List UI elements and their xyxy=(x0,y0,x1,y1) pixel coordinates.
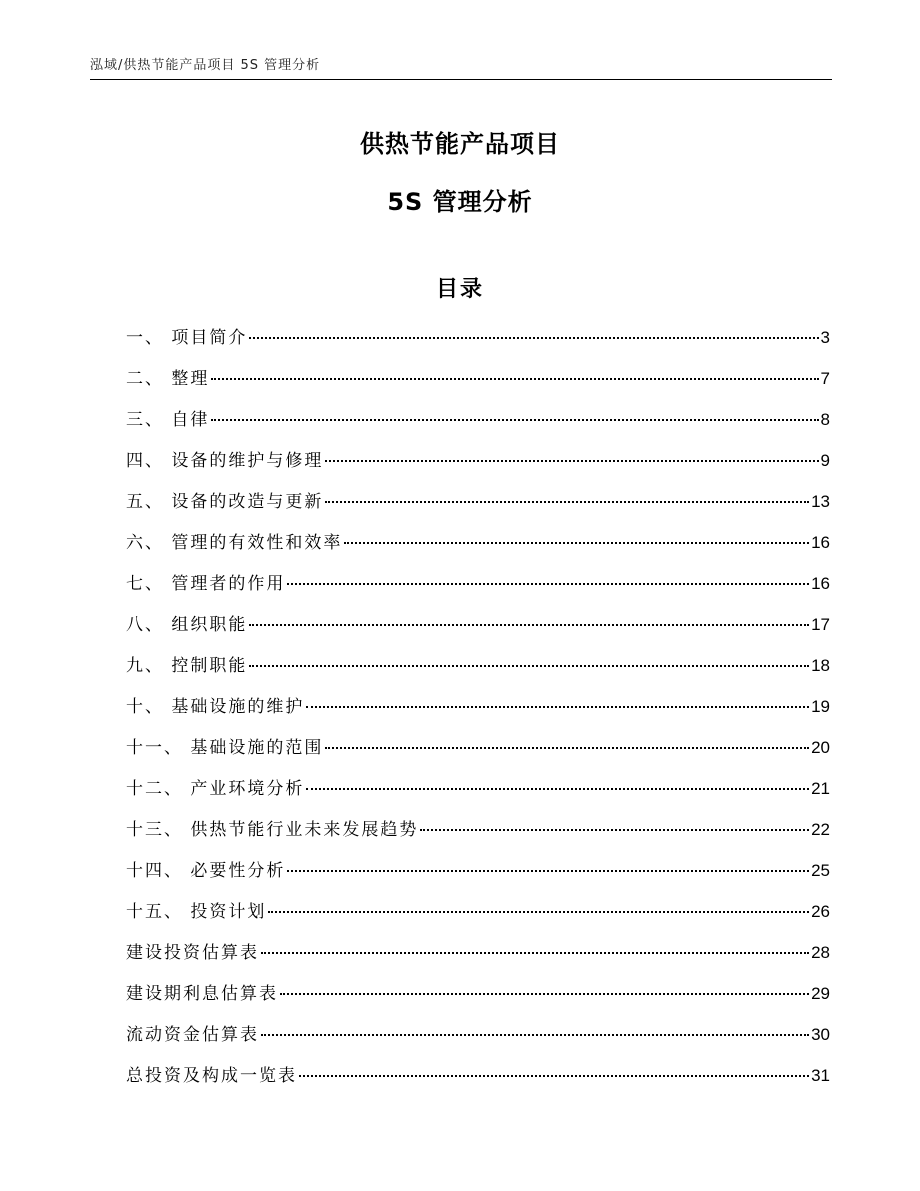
toc-item-label: 三、 自律 xyxy=(126,410,210,430)
toc-item-page: 7 xyxy=(820,369,830,388)
toc-item-label: 十一、 基础设施的范围 xyxy=(126,738,324,758)
toc-item-label: 九、 控制职能 xyxy=(126,656,248,676)
toc-item[interactable] xyxy=(126,405,830,446)
toc-item-label: 总投资及构成一览表 xyxy=(126,1066,297,1086)
table-of-contents xyxy=(126,323,830,1102)
toc-item[interactable] xyxy=(126,323,830,364)
toc-item-label: 流动资金估算表 xyxy=(126,1025,259,1045)
document-title: 供热节能产品项目 xyxy=(360,130,560,158)
toc-item-page: 16 xyxy=(811,533,830,552)
toc-item-label: 二、 整理 xyxy=(126,369,210,389)
toc-item[interactable] xyxy=(126,364,830,405)
toc-item-page: 29 xyxy=(811,984,830,1003)
toc-item-label: 七、 管理者的作用 xyxy=(126,574,286,594)
toc-item-label: 六、 管理的有效性和效率 xyxy=(126,533,343,553)
toc-leader xyxy=(261,1034,809,1036)
toc-item[interactable] xyxy=(126,651,830,692)
toc-item-page: 30 xyxy=(811,1025,830,1044)
toc-leader xyxy=(261,952,809,954)
toc-leader xyxy=(287,870,809,872)
toc-leader xyxy=(249,337,818,339)
toc-item[interactable] xyxy=(126,856,830,897)
toc-item-page: 25 xyxy=(811,861,830,880)
toc-item-page: 9 xyxy=(820,451,830,470)
toc-item[interactable] xyxy=(126,979,830,1020)
toc-item[interactable] xyxy=(126,610,830,651)
toc-item-page: 13 xyxy=(811,492,830,511)
toc-item[interactable] xyxy=(126,938,830,979)
toc-item-page: 22 xyxy=(811,820,830,839)
toc-leader xyxy=(344,542,809,544)
toc-item-page: 17 xyxy=(811,615,830,634)
toc-item-label: 四、 设备的维护与修理 xyxy=(126,451,324,471)
toc-item[interactable] xyxy=(126,1020,830,1061)
toc-leader xyxy=(211,419,818,421)
toc-item[interactable] xyxy=(126,815,830,856)
toc-leader xyxy=(211,378,818,380)
toc-leader xyxy=(249,665,809,667)
toc-item-page: 21 xyxy=(811,779,830,798)
toc-leader xyxy=(299,1075,809,1077)
toc-item-page: 31 xyxy=(811,1066,830,1085)
toc-leader xyxy=(325,501,809,503)
toc-item[interactable] xyxy=(126,487,830,528)
toc-item-page: 16 xyxy=(811,574,830,593)
toc-item-page: 20 xyxy=(811,738,830,757)
toc-item-label: 八、 组织职能 xyxy=(126,615,248,635)
document-subtitle: 5S 管理分析 xyxy=(387,188,533,216)
toc-item[interactable] xyxy=(126,528,830,569)
toc-item[interactable] xyxy=(126,733,830,774)
toc-leader xyxy=(268,911,809,913)
toc-item-label: 十四、 必要性分析 xyxy=(126,861,286,881)
toc-item-label: 十五、 投资计划 xyxy=(126,902,267,922)
toc-item[interactable] xyxy=(126,897,830,938)
toc-item-label: 建设投资估算表 xyxy=(126,943,259,963)
toc-item[interactable] xyxy=(126,569,830,610)
toc-item-label: 一、 项目简介 xyxy=(126,328,248,348)
toc-item[interactable] xyxy=(126,692,830,733)
toc-item-page: 8 xyxy=(820,410,830,429)
toc-item[interactable] xyxy=(126,774,830,815)
toc-leader xyxy=(287,583,809,585)
toc-leader xyxy=(280,993,809,995)
toc-item-label: 十二、 产业环境分析 xyxy=(126,779,305,799)
toc-leader xyxy=(325,747,809,749)
toc-item-page: 18 xyxy=(811,656,830,675)
toc-item-page: 19 xyxy=(811,697,830,716)
toc-item-label: 十、 基础设施的维护 xyxy=(126,697,305,717)
toc-heading: 目录 xyxy=(435,277,484,302)
header-rule xyxy=(90,79,832,80)
running-header: 泓域/供热节能产品项目 5S 管理分析 xyxy=(90,58,321,73)
toc-item[interactable] xyxy=(126,446,830,487)
toc-leader xyxy=(249,624,809,626)
toc-item[interactable] xyxy=(126,1061,830,1102)
toc-item-page: 26 xyxy=(811,902,830,921)
toc-leader xyxy=(306,706,809,708)
toc-leader xyxy=(420,829,809,831)
toc-item-label: 十三、 供热节能行业未来发展趋势 xyxy=(126,820,419,840)
toc-leader xyxy=(325,460,818,462)
toc-item-page: 28 xyxy=(811,943,830,962)
toc-item-label: 五、 设备的改造与更新 xyxy=(126,492,324,512)
toc-leader xyxy=(306,788,809,790)
toc-item-page: 3 xyxy=(820,328,830,347)
toc-item-label: 建设期利息估算表 xyxy=(126,984,278,1004)
